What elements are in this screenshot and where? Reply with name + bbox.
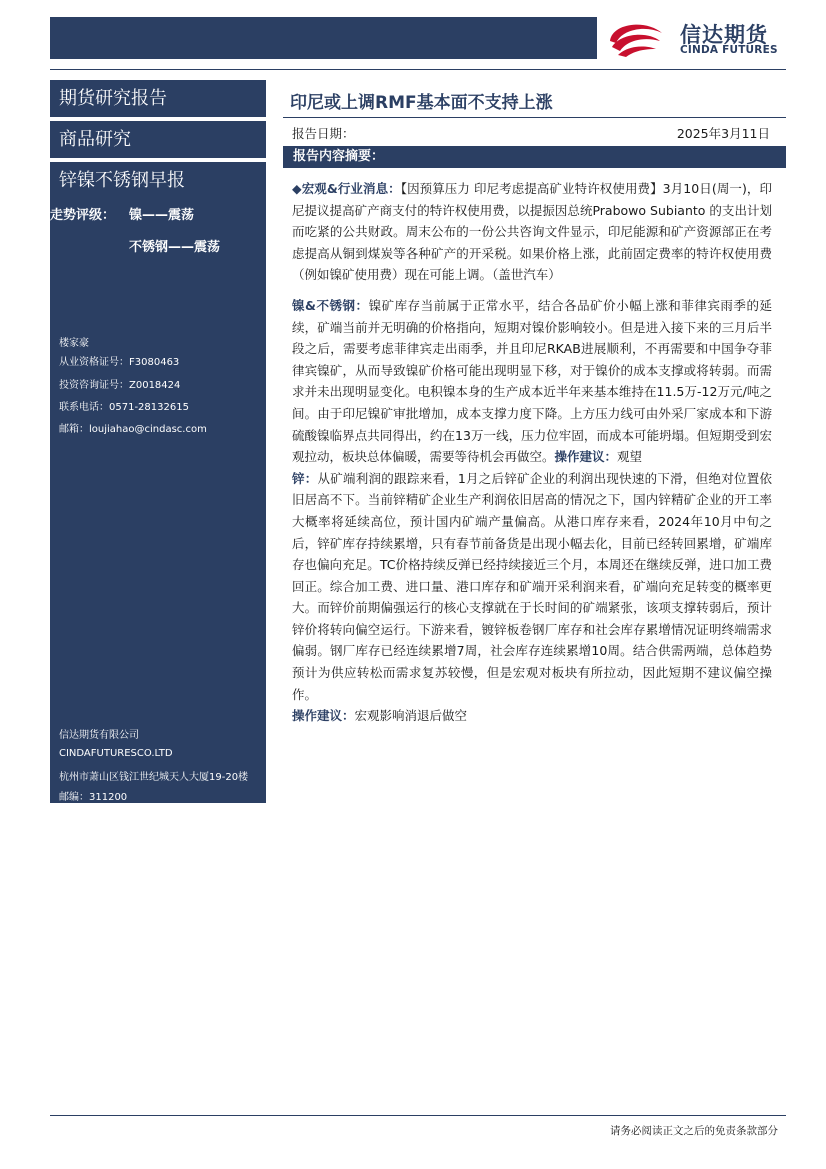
consult-number: 投资咨询证号：Z0018424 (59, 380, 181, 391)
footer-divider (50, 1115, 786, 1116)
qualification-number: 从业资格证号：F3080463 (59, 357, 180, 368)
brand-name-cn: 信达期货 (680, 23, 768, 47)
zinc-operation-label: 操作建议： (292, 708, 355, 724)
rating-label: 走势评级： (50, 208, 116, 223)
nickel-lead: 镍&不锈钢： (292, 297, 369, 313)
zinc-operation: 宏观影响消退后做空 (354, 708, 468, 724)
macro-paragraph (292, 178, 772, 286)
contact-panel (50, 271, 266, 803)
zinc-lead: 锌： (292, 470, 318, 486)
macro-lead: ◆宏观&行业消息： (292, 181, 401, 196)
disclaimer-note: 请务必阅读正文之后的免责条款部分 (610, 1125, 778, 1137)
analyst-name: 楼家豪 (59, 338, 89, 349)
report-date: 2025年3月11日 (676, 126, 770, 141)
zinc-paragraph (292, 468, 772, 706)
nickel-operation-label: 操作建议： (554, 449, 618, 465)
header-divider (50, 69, 786, 70)
report-date-label: 报告日期： (292, 126, 355, 141)
header-band (50, 17, 597, 59)
report-title: 印尼或上调RMF基本面不支持上涨 (290, 93, 553, 113)
series-label: 锌镍不锈钢早报 (50, 162, 266, 199)
phone-number: 联系电话：0571-28132615 (59, 402, 189, 413)
category-label: 商品研究 (50, 121, 266, 158)
rating-stainless: 不锈钢——震荡 (129, 240, 221, 255)
report-type-label: 期货研究报告 (50, 80, 266, 117)
nickel-paragraph (292, 295, 772, 468)
macro-body: 【因预算压力 印尼考虑提高矿业特许权使用费】3月10日(周一)，印尼提议提高矿产商支付的特许权使用费，以提振因总统Prabowo Subianto 的支出计划而吃紧的公共财政。周末公布的一份公共咨询文件显示，印尼能源和矿产资源部正在考虑提高从铜到煤炭等各种矿产的开采税。如果价格上涨，此前固定费率的特许权使用费（例如镍矿使用费）现在可能上调。（盖世汽车） (292, 181, 773, 283)
nickel-operation: 观望 (617, 449, 643, 465)
report-body (292, 178, 772, 727)
company-postcode: 邮编：311200 (59, 792, 128, 803)
nickel-body: 镍矿库存当前属于正常水平，结合各品矿价小幅上涨和菲律宾雨季的延续，矿端当前并无明确的价格指向，短期对镍价影响较小。但是进入接下来的三月后半段之后，需要考虑菲律宾走出雨季，并且印尼RKAB进展顺利，不再需要和中国争夺菲律宾镍矿，从而导致镍矿价格可能出现明显下移，对于镍价的成本支撑或将转弱。而需求并未出现明显变化。电积镍本身的生产成本近半年来基本维持在11.5万-12万元/吨之间。由于印尼镍矿审批增加，成本支撑力度下降。上方压力线可由外采厂家成本和下游硫酸镍临界点共同得出，约在13万一线，压力位牢固，而成本可能坍塌。但短期受到宏观拉动，板块总体偏暖，需要等待机会再做空。 (292, 297, 772, 465)
company-name-en: CINDAFUTURESCO.LTD (59, 748, 173, 759)
title-divider (283, 117, 786, 118)
cinda-logo-icon (606, 17, 664, 59)
brand-name-en: CINDA FUTURES (680, 44, 778, 56)
zinc-operation-line (292, 705, 772, 727)
sidebar (50, 76, 266, 803)
brand-logo (606, 17, 786, 59)
company-name: 信达期货有限公司 (59, 730, 139, 741)
summary-header: 报告内容摘要： (283, 146, 786, 168)
zinc-body: 从矿端利润的跟踪来看，1月之后锌矿企业的利润出现快速的下滑，但绝对位置依旧居高不下。当前锌精矿企业生产利润依旧居高的情况之下，国内锌精矿企业的开工率大概率将延续高位，预计国内矿端产量偏高。从港口库存来看，2024年10月中旬之后，锌矿库存持续累增，只有春节前备货是出现小幅去化，目前已经转回累增，矿端库存也偏向充足。TC价格持续反弹已经持续接近三个月，本周还在继续反弹，进口加工费回正。综合加工费、进口量、港口库存和矿端开采利润来看，矿端向充足转变的概率更大。而锌价前期偏强运行的核心支撑就在于长时间的矿端紧张，该项支撑转弱后，预计锌价将转向偏空运行。下游来看，镀锌板卷钢厂库存和社会库存累增情况证明终端需求偏弱。钢厂库存已经连续累增7周，社会库存连续累增10周。结合供需两端，总体趋势预计为供应转松而需求复苏较慢，但是宏观对板块有所拉动，因此短期不建议偏空操作。 (292, 470, 772, 702)
rating-nickel: 镍——震荡 (129, 208, 195, 223)
email-link[interactable]: 邮箱：loujiahao@cindasc.com (59, 424, 207, 435)
company-address: 杭州市萧山区钱江世纪城天人大厦19-20楼 (59, 772, 249, 783)
